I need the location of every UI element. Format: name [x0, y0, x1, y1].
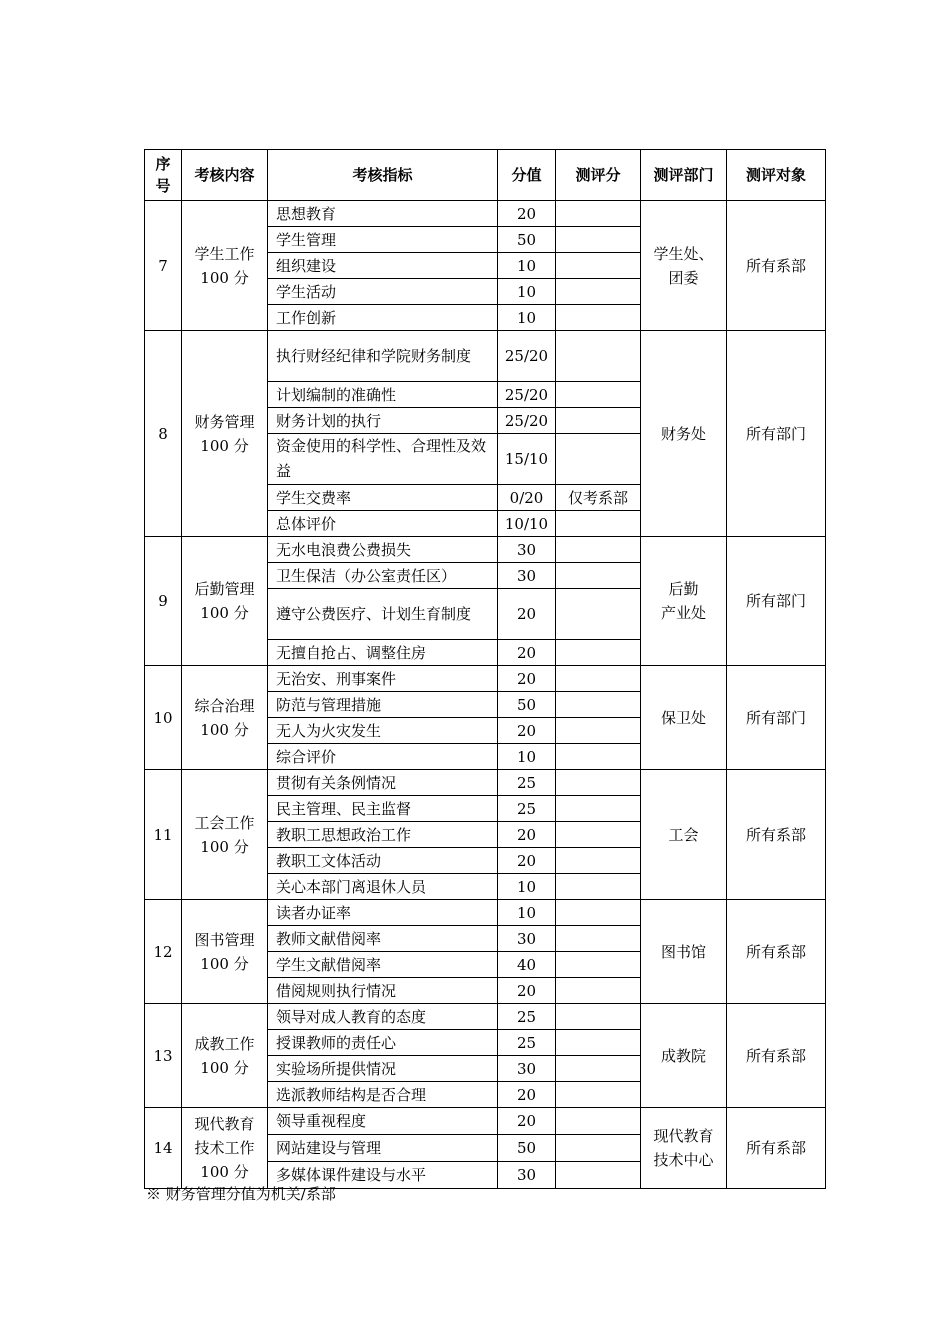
eval-target-cell: 所有系部 [727, 900, 826, 1004]
eval-department-line: 成教院 [660, 1046, 706, 1065]
score-cell: 10 [498, 253, 556, 279]
assessment-content-cell [182, 770, 268, 900]
eval-score-cell [556, 718, 641, 744]
serial-number-cell: 9 [145, 537, 182, 666]
eval-score-cell [556, 279, 641, 305]
eval-score-cell [556, 848, 641, 874]
assessment-content-cell [182, 1004, 268, 1108]
assessment-content-line: 100 分 [200, 1058, 249, 1077]
score-cell: 25 [498, 796, 556, 822]
eval-target-cell: 所有部门 [727, 666, 826, 770]
eval-score-cell [556, 1004, 641, 1030]
assessment-content-line: 工会工作 [194, 813, 255, 832]
score-cell: 25/20 [498, 382, 556, 408]
eval-score-cell [556, 227, 641, 253]
eval-score-cell [556, 978, 641, 1004]
eval-score-cell [556, 822, 641, 848]
score-cell: 25/20 [498, 331, 556, 382]
assessment-content-line: 100 分 [200, 837, 249, 856]
eval-score-cell [556, 666, 641, 692]
table-row [145, 537, 826, 563]
score-cell: 20 [498, 589, 556, 640]
indicator-cell: 学生管理 [268, 227, 498, 253]
serial-number-cell: 7 [145, 201, 182, 331]
table-body [145, 201, 826, 1189]
serial-number-cell: 10 [145, 666, 182, 770]
assessment-content-line: 财务管理 [194, 412, 255, 431]
eval-department-line: 技术中心 [653, 1151, 714, 1169]
indicator-cell: 领导重视程度 [268, 1108, 498, 1135]
assessment-content-line: 100 分 [200, 604, 249, 622]
eval-department-line: 保卫处 [660, 708, 706, 727]
eval-score-cell [556, 1030, 641, 1056]
serial-number-cell: 14 [145, 1108, 182, 1189]
eval-department-cell [641, 666, 727, 770]
indicator-cell: 领导对成人教育的态度 [268, 1004, 498, 1030]
indicator-cell: 综合评价 [268, 744, 498, 770]
assessment-content-cell [182, 201, 268, 331]
eval-score-cell [556, 434, 641, 485]
eval-score-cell: 仅考系部 [556, 485, 641, 511]
indicator-cell: 读者办证率 [268, 900, 498, 926]
eval-score-cell [556, 770, 641, 796]
indicator-cell: 多媒体课件建设与水平 [268, 1162, 498, 1189]
eval-score-cell [556, 305, 641, 331]
assessment-content-line: 后勤管理 [194, 580, 255, 598]
indicator-cell: 借阅规则执行情况 [268, 978, 498, 1004]
score-cell: 30 [498, 926, 556, 952]
eval-score-cell [556, 692, 641, 718]
score-cell: 20 [498, 1082, 556, 1108]
assessment-content-cell [182, 666, 268, 770]
table-row [145, 770, 826, 796]
eval-department-cell [641, 537, 727, 666]
score-cell: 10/10 [498, 511, 556, 537]
header-eval-score: 测评分 [556, 150, 641, 201]
score-cell: 20 [498, 978, 556, 1004]
eval-department-line: 财务处 [660, 424, 706, 443]
indicator-cell: 无人为火灾发生 [268, 718, 498, 744]
indicator-cell: 贯彻有关条例情况 [268, 770, 498, 796]
score-cell: 30 [498, 537, 556, 563]
score-cell: 30 [498, 1162, 556, 1189]
table-header-row [145, 150, 826, 201]
header-indicator: 考核指标 [268, 150, 498, 201]
header-eval-target: 测评对象 [727, 150, 826, 201]
eval-target-cell: 所有部门 [727, 331, 826, 537]
eval-score-cell [556, 952, 641, 978]
eval-score-cell [556, 1056, 641, 1082]
eval-department-line: 工会 [668, 825, 699, 844]
score-cell: 10 [498, 744, 556, 770]
header-content: 考核内容 [182, 150, 268, 201]
eval-department-line: 后勤 [668, 580, 699, 598]
score-cell: 0/20 [498, 485, 556, 511]
indicator-cell: 学生活动 [268, 279, 498, 305]
eval-score-cell [556, 408, 641, 434]
score-cell: 25 [498, 1030, 556, 1056]
indicator-cell: 计划编制的准确性 [268, 382, 498, 408]
indicator-cell: 民主管理、民主监督 [268, 796, 498, 822]
eval-department-line: 图书馆 [660, 942, 706, 961]
table-row [145, 666, 826, 692]
eval-score-cell [556, 537, 641, 563]
eval-score-cell [556, 253, 641, 279]
indicator-cell: 关心本部门离退休人员 [268, 874, 498, 900]
table-row [145, 1108, 826, 1135]
serial-number-cell: 11 [145, 770, 182, 900]
eval-score-cell [556, 201, 641, 227]
assessment-content-line: 技术工作 [194, 1139, 255, 1157]
score-cell: 25 [498, 1004, 556, 1030]
eval-score-cell [556, 331, 641, 382]
indicator-cell: 教师文献借阅率 [268, 926, 498, 952]
score-cell: 10 [498, 900, 556, 926]
score-cell: 10 [498, 874, 556, 900]
score-cell: 20 [498, 666, 556, 692]
score-cell: 10 [498, 305, 556, 331]
indicator-cell: 实验场所提供情况 [268, 1056, 498, 1082]
indicator-cell: 遵守公费医疗、计划生育制度 [268, 589, 498, 640]
eval-department-cell [641, 331, 727, 537]
footnote: ※ 财务管理分值为机关/系部 [146, 1185, 336, 1203]
eval-target-cell: 所有部门 [727, 537, 826, 666]
assessment-content-line: 100 分 [200, 720, 249, 739]
eval-target-cell: 所有系部 [727, 1004, 826, 1108]
indicator-cell: 财务计划的执行 [268, 408, 498, 434]
assessment-content-line: 100 分 [200, 268, 249, 287]
score-cell: 15/10 [498, 434, 556, 485]
eval-score-cell [556, 744, 641, 770]
assessment-content-cell [182, 537, 268, 666]
indicator-cell: 思想教育 [268, 201, 498, 227]
indicator-cell: 工作创新 [268, 305, 498, 331]
assessment-content-line: 现代教育 [194, 1115, 255, 1133]
eval-department-cell [641, 770, 727, 900]
score-cell: 20 [498, 718, 556, 744]
eval-score-cell [556, 874, 641, 900]
indicator-cell: 授课教师的责任心 [268, 1030, 498, 1056]
score-cell: 20 [498, 822, 556, 848]
assessment-content-line: 学生工作 [194, 244, 255, 263]
indicator-cell: 资金使用的科学性、合理性及效益 [268, 434, 498, 485]
score-cell: 50 [498, 692, 556, 718]
indicator-cell: 学生文献借阅率 [268, 952, 498, 978]
eval-score-cell [556, 1082, 641, 1108]
assessment-content-cell [182, 1108, 268, 1189]
eval-score-cell [556, 926, 641, 952]
eval-department-line: 学生处、 [653, 244, 714, 263]
score-cell: 20 [498, 1108, 556, 1135]
header-score: 分值 [498, 150, 556, 201]
serial-number-cell: 12 [145, 900, 182, 1004]
eval-score-cell [556, 796, 641, 822]
eval-target-cell: 所有系部 [727, 1108, 826, 1189]
indicator-cell: 执行财经纪律和学院财务制度 [268, 331, 498, 382]
eval-score-cell [556, 382, 641, 408]
indicator-cell: 组织建设 [268, 253, 498, 279]
eval-score-cell [556, 589, 641, 640]
indicator-cell: 教职工文体活动 [268, 848, 498, 874]
eval-department-cell [641, 900, 727, 1004]
serial-number-cell: 13 [145, 1004, 182, 1108]
assessment-content-cell [182, 331, 268, 537]
eval-score-cell [556, 1135, 641, 1162]
table-row [145, 900, 826, 926]
serial-number-cell: 8 [145, 331, 182, 537]
indicator-cell: 选派教师结构是否合理 [268, 1082, 498, 1108]
assessment-content-line: 图书管理 [194, 930, 255, 949]
eval-department-line: 产业处 [660, 604, 706, 622]
eval-score-cell [556, 640, 641, 666]
assessment-content-line: 100 分 [200, 954, 249, 973]
table-row [145, 201, 826, 227]
score-cell: 20 [498, 640, 556, 666]
eval-score-cell [556, 563, 641, 589]
score-cell: 10 [498, 279, 556, 305]
eval-department-line: 现代教育 [653, 1127, 714, 1145]
indicator-cell: 教职工思想政治工作 [268, 822, 498, 848]
score-cell: 20 [498, 201, 556, 227]
assessment-content-line: 成教工作 [194, 1034, 255, 1053]
indicator-cell: 卫生保洁（办公室责任区） [268, 563, 498, 589]
eval-score-cell [556, 1162, 641, 1189]
score-cell: 30 [498, 563, 556, 589]
eval-department-line: 团委 [668, 268, 699, 287]
indicator-cell: 防范与管理措施 [268, 692, 498, 718]
eval-score-cell [556, 1108, 641, 1135]
assessment-content-line: 100 分 [200, 436, 249, 455]
assessment-table-container [144, 149, 825, 1189]
score-cell: 40 [498, 952, 556, 978]
score-cell: 30 [498, 1056, 556, 1082]
indicator-cell: 无擅自抢占、调整住房 [268, 640, 498, 666]
indicator-cell: 总体评价 [268, 511, 498, 537]
eval-score-cell [556, 900, 641, 926]
indicator-cell: 无水电浪费公费损失 [268, 537, 498, 563]
score-cell: 25 [498, 770, 556, 796]
table-row [145, 331, 826, 382]
eval-department-cell [641, 1108, 727, 1189]
indicator-cell: 学生交费率 [268, 485, 498, 511]
table-row [145, 1004, 826, 1030]
eval-target-cell: 所有系部 [727, 201, 826, 331]
score-cell: 50 [498, 227, 556, 253]
assessment-content-line: 综合治理 [194, 696, 255, 715]
score-cell: 25/20 [498, 408, 556, 434]
indicator-cell: 网站建设与管理 [268, 1135, 498, 1162]
eval-department-cell [641, 1004, 727, 1108]
indicator-cell: 无治安、刑事案件 [268, 666, 498, 692]
header-serial: 序号 [145, 150, 182, 201]
assessment-content-line: 100 分 [200, 1163, 249, 1181]
eval-target-cell: 所有系部 [727, 770, 826, 900]
score-cell: 50 [498, 1135, 556, 1162]
assessment-table [144, 149, 826, 1189]
header-eval-department: 测评部门 [641, 150, 727, 201]
eval-score-cell [556, 511, 641, 537]
eval-department-cell [641, 201, 727, 331]
assessment-content-cell [182, 900, 268, 1004]
score-cell: 20 [498, 848, 556, 874]
